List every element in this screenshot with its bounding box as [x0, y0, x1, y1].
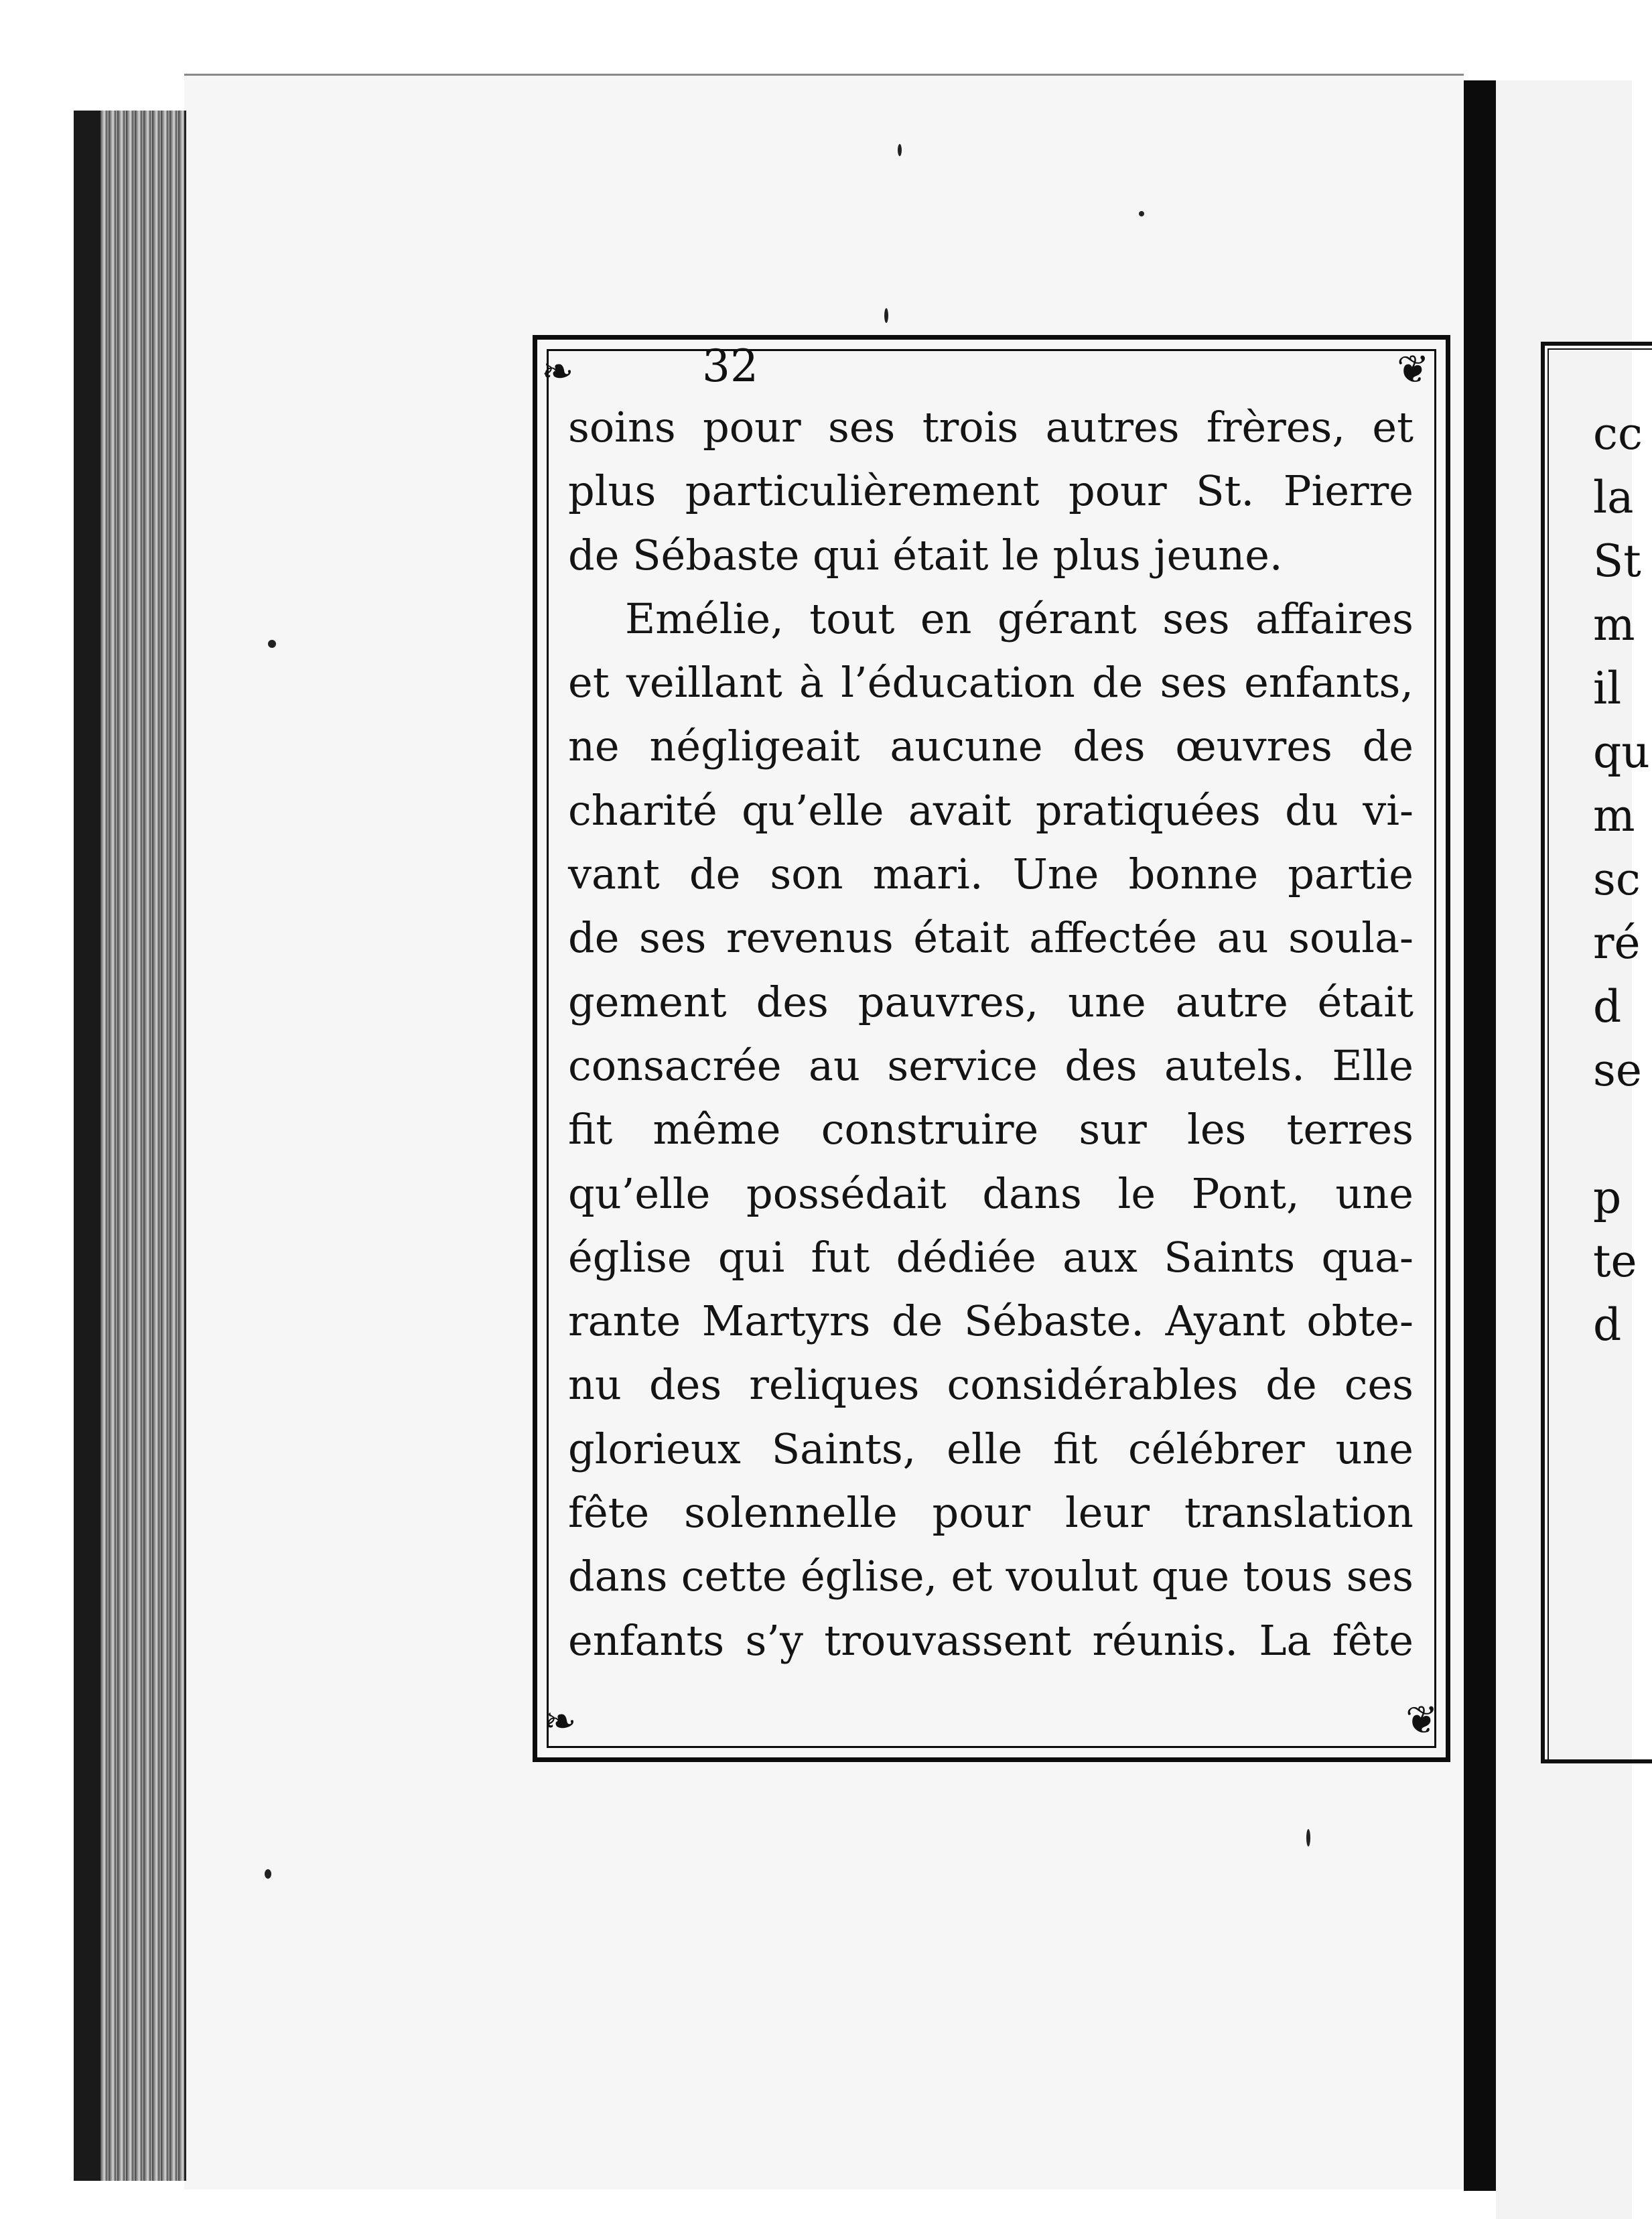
corner-ornament-top-right-icon: ❦: [1397, 346, 1430, 392]
page-number: 32: [702, 340, 758, 392]
text-line: Emélie, tout en gérant ses affaires: [625, 594, 1414, 643]
text-line: église qui fut dédiée aux Saints qua-: [568, 1232, 1414, 1282]
text-line: de ses revenus était affectée au soula-: [568, 913, 1414, 963]
right-page-text-fragments: cc la St m il qu m sc ré d se p te d: [1593, 408, 1650, 1351]
text-line: glorieux Saints, elle fit célébrer une: [568, 1424, 1414, 1473]
text-line: plus particulièrement pour St. Pierre: [568, 466, 1414, 516]
scan-speck: [265, 1869, 271, 1879]
text-line: nu des reliques considérables de ces: [568, 1360, 1414, 1410]
text-line: fête solennelle pour leur translation: [568, 1488, 1414, 1538]
text-line: de Sébaste qui était le plus jeune.: [568, 530, 1283, 580]
scan-speck: [268, 640, 276, 648]
corner-ornament-top-left-icon: ❧: [541, 348, 574, 394]
book-gutter: [1464, 80, 1496, 2191]
text-line: qu’elle possédait dans le Pont, une: [568, 1168, 1414, 1218]
page-edges-shadow: [74, 111, 100, 2181]
text-line: charité qu’elle avait pratiquées du vi-: [568, 785, 1414, 835]
text-line: fit même construire sur les terres: [568, 1105, 1414, 1154]
scan-speck: [884, 308, 888, 323]
text-line: dans cette église, et voulut que tous ses: [568, 1552, 1414, 1601]
text-line: vant de son mari. Une bonne partie: [568, 850, 1414, 899]
page-body-text: [568, 395, 1414, 1672]
text-line: et veillant à l’éducation de ses enfants,: [568, 658, 1414, 708]
text-line: consacrée au service des autels. Elle: [568, 1040, 1414, 1090]
scan-speck: [1139, 211, 1144, 216]
corner-ornament-bottom-right-icon: ❦: [1405, 1697, 1438, 1743]
scan-speck: [898, 144, 902, 156]
text-line: ne négligeait aucune des œuvres de: [568, 722, 1414, 771]
scan-speck: [1306, 1829, 1310, 1846]
corner-ornament-bottom-left-icon: ❧: [544, 1698, 577, 1744]
text-line: rante Martyrs de Sébaste. Ayant obte-: [568, 1296, 1414, 1346]
text-line: soins pour ses trois autres frères, et: [568, 403, 1414, 452]
text-line: gement des pauvres, une autre était: [568, 977, 1414, 1026]
text-line: enfants s’y trouvassent réunis. La fête: [568, 1615, 1414, 1665]
